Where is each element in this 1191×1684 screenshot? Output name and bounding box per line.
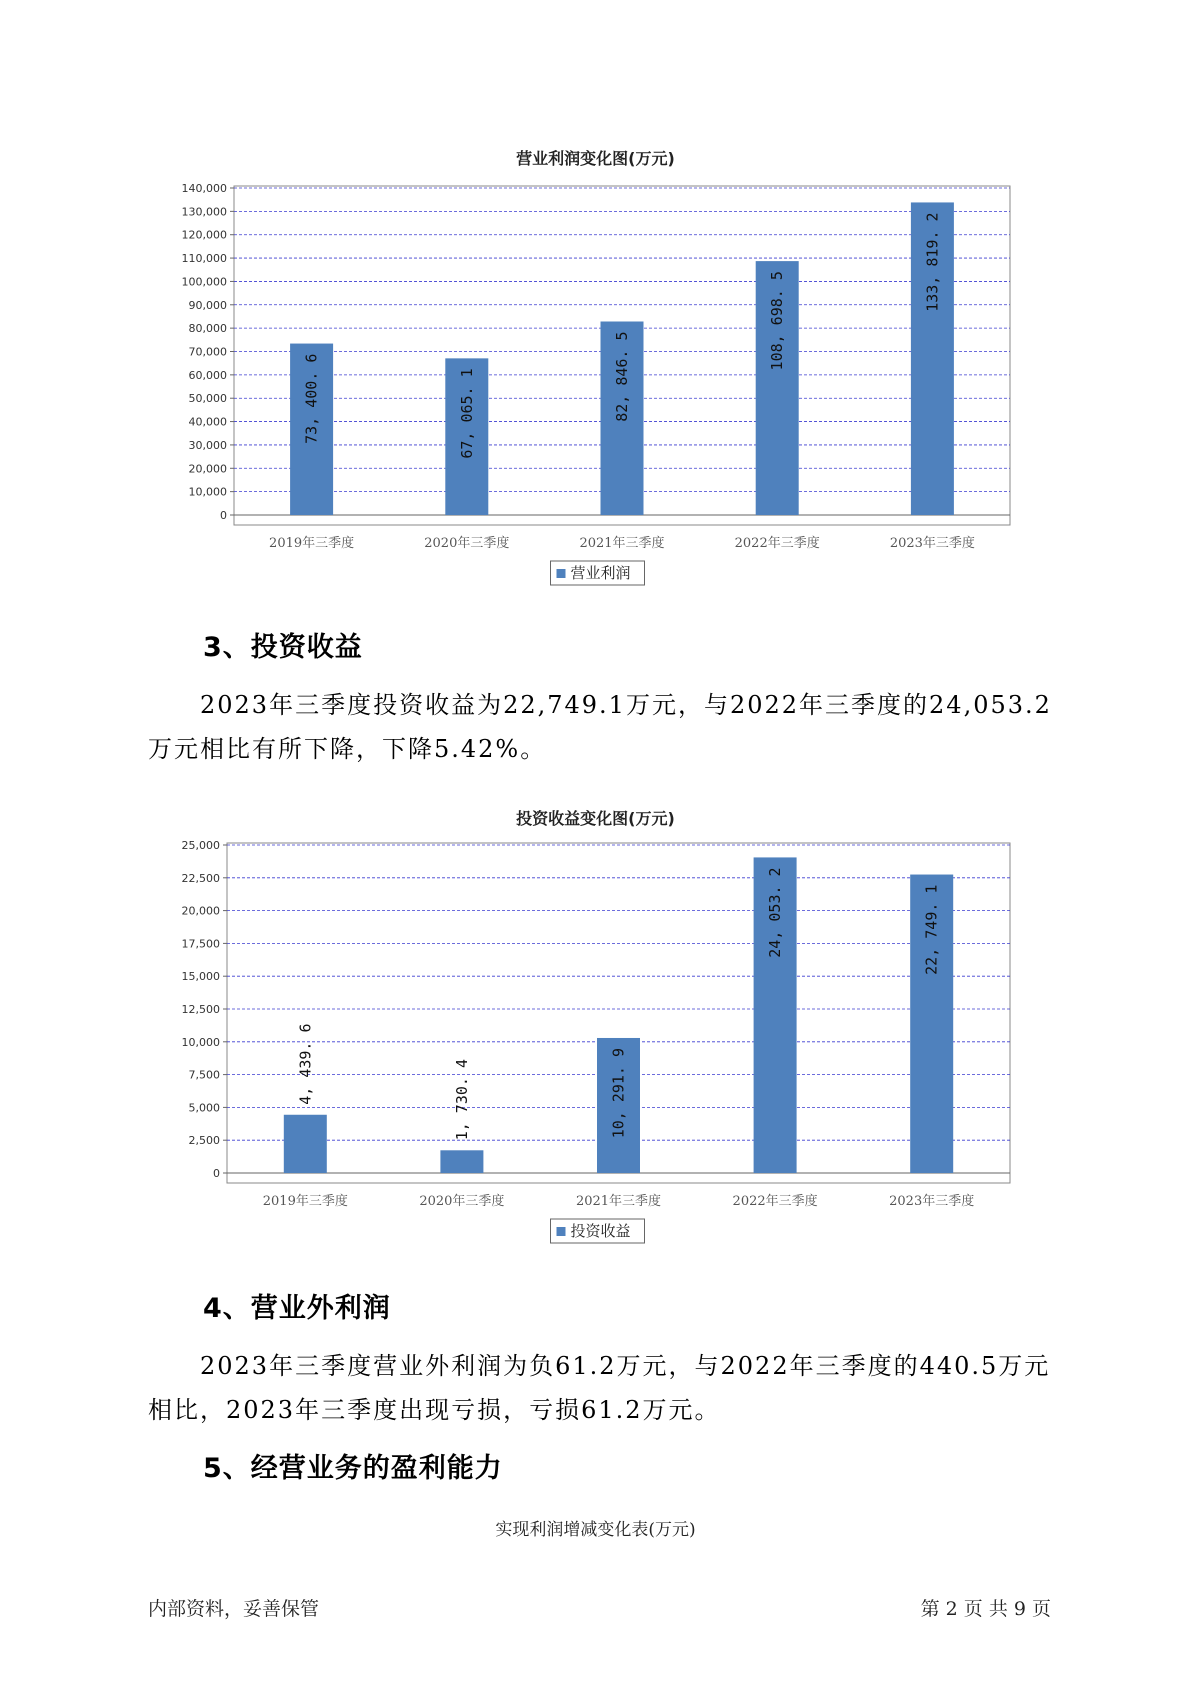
x-tick-label: 2019年三季度 [262, 1194, 348, 1209]
x-tick-label: 2023年三季度 [889, 1194, 975, 1209]
y-tick-label: 17,500 [181, 937, 220, 951]
y-tick-label: 80,000 [188, 322, 227, 336]
y-tick-label: 120,000 [181, 228, 227, 242]
bar-data-label: 1, 730. 4 [452, 1059, 471, 1141]
y-tick-label: 10,000 [188, 485, 227, 499]
y-tick-label: 25,000 [181, 839, 220, 852]
bar-data-label: 24, 053. 2 [766, 867, 785, 958]
y-tick-label: 20,000 [188, 462, 227, 476]
y-tick-label: 50,000 [188, 392, 227, 406]
y-tick-label: 100,000 [181, 275, 227, 289]
footer-left: 内部资料，妥善保管 [148, 1598, 320, 1620]
y-tick-label: 70,000 [188, 345, 227, 359]
section-4-line1: 2023年三季度营业外利润为负61.2万元，与2022年三季度的440.5万元 [200, 1352, 1051, 1380]
chart1-title: 营业利润变化图(万元) [516, 149, 675, 168]
chart2-title: 投资收益变化图(万元) [516, 809, 675, 828]
section-4-paragraph [148, 1344, 1068, 1432]
bar-data-label: 4, 439. 6 [296, 1023, 315, 1105]
section-3-heading: 3、投资收益 [203, 632, 363, 663]
y-tick-label: 130,000 [181, 205, 227, 219]
section-4-line2: 相比，2023年三季度出现亏损，亏损61.2万元。 [148, 1396, 721, 1424]
y-tick-label: 0 [220, 509, 227, 522]
bar [440, 1150, 483, 1173]
y-tick-label: 20,000 [181, 904, 220, 918]
section-5-heading: 5、经营业务的盈利能力 [203, 1453, 503, 1484]
section-3-line2: 万元相比有所下降，下降5.42%。 [148, 735, 547, 763]
x-tick-label: 2021年三季度 [579, 536, 665, 551]
investment-income-chart [0, 830, 1191, 1255]
y-tick-label: 7,500 [188, 1068, 220, 1082]
x-tick-label: 2019年三季度 [269, 536, 355, 551]
y-tick-label: 12,500 [181, 1003, 220, 1016]
operating-profit-chart [0, 170, 1191, 595]
bar-data-label: 67, 065. 1 [457, 368, 476, 459]
y-tick-label: 22,500 [181, 871, 220, 885]
y-tick-label: 40,000 [188, 415, 227, 429]
y-tick-label: 0 [213, 1167, 220, 1180]
legend-label: 投资收益 [570, 1222, 631, 1240]
legend-swatch [557, 1227, 566, 1236]
y-tick-label: 10,000 [181, 1035, 220, 1049]
y-tick-label: 5,000 [188, 1101, 220, 1115]
y-tick-label: 90,000 [188, 298, 227, 312]
bar-data-label: 82, 846. 5 [613, 331, 631, 422]
y-tick-label: 110,000 [181, 252, 227, 266]
y-tick-label: 30,000 [188, 438, 227, 452]
x-tick-label: 2021年三季度 [575, 1194, 662, 1209]
legend-label: 营业利润 [570, 564, 631, 582]
x-tick-label: 2020年三季度 [424, 536, 510, 551]
x-tick-label: 2022年三季度 [734, 536, 820, 551]
bar-data-label: 10, 291. 9 [609, 1047, 628, 1139]
y-tick-label: 15,000 [181, 970, 220, 984]
table-caption: 实现利润增减变化表(万元) [495, 1520, 696, 1540]
section-4-heading: 4、营业外利润 [203, 1293, 391, 1324]
y-tick-label: 140,000 [181, 182, 227, 195]
legend-swatch [557, 569, 566, 578]
x-tick-label: 2022年三季度 [732, 1194, 818, 1209]
y-tick-label: 2,500 [188, 1134, 220, 1148]
section-3-line1: 2023年三季度投资收益为22,749.1万元，与2022年三季度的24,053.2 [200, 691, 1052, 719]
y-tick-label: 60,000 [188, 368, 227, 382]
bar-data-label: 22, 749. 1 [922, 884, 941, 975]
section-3-paragraph [148, 683, 1068, 771]
bar-data-label: 108, 698. 5 [768, 271, 787, 371]
bar-data-label: 133, 819. 2 [923, 212, 942, 312]
footer-page-number: 第 2 页 共 9 页 [920, 1598, 1051, 1620]
x-tick-label: 2023年三季度 [889, 536, 975, 551]
bar [284, 1115, 327, 1173]
bar-data-label: 73, 400. 6 [302, 353, 321, 444]
x-tick-label: 2020年三季度 [419, 1194, 505, 1209]
